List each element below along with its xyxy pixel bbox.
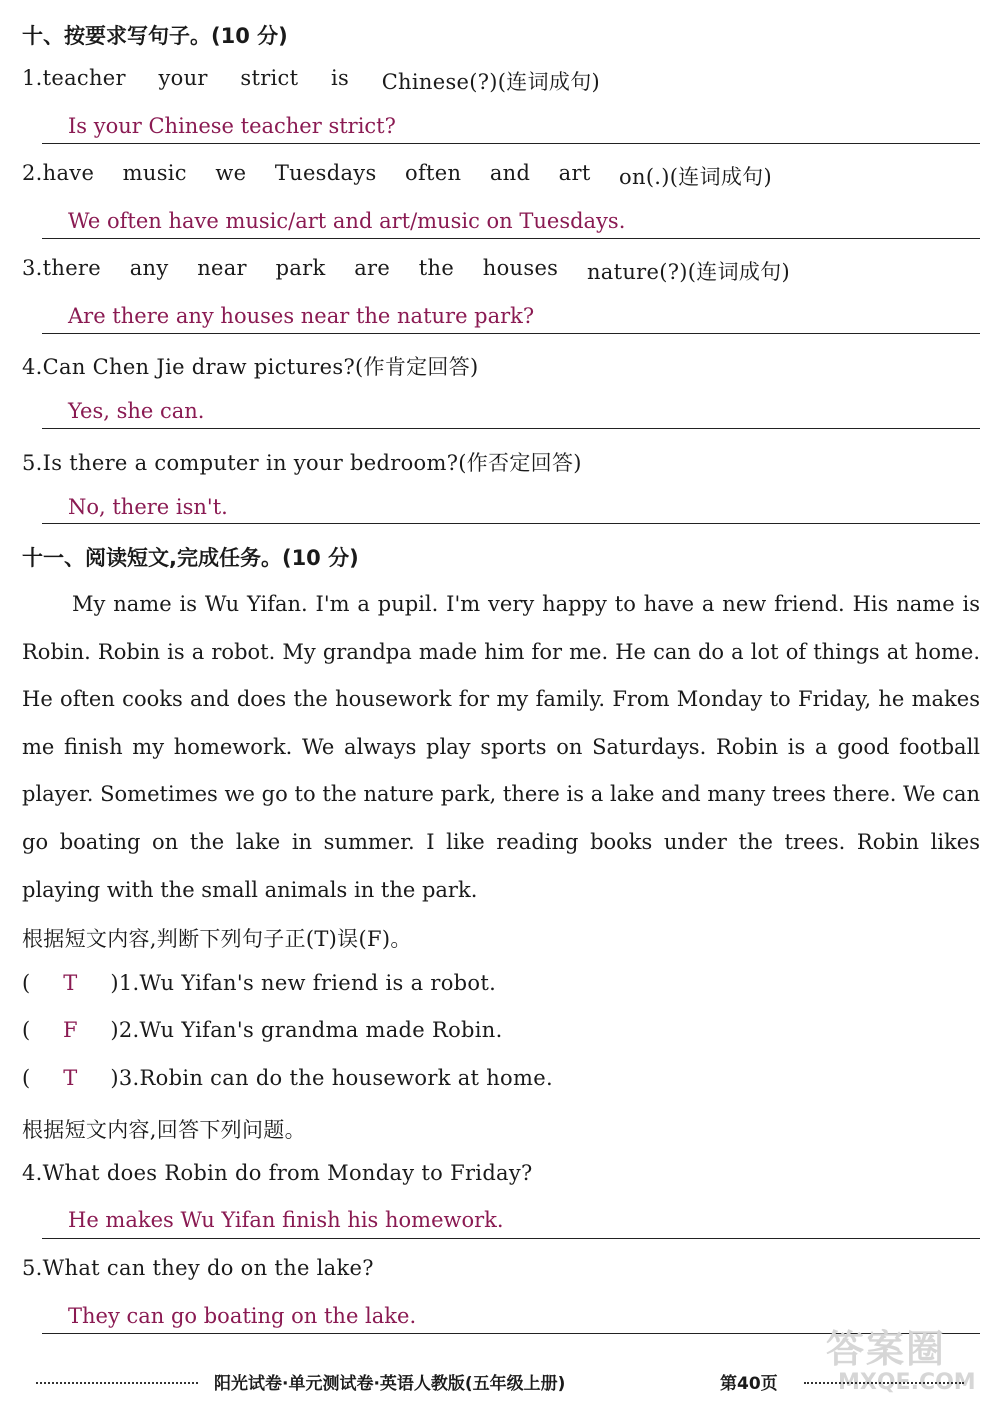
answer-line [42, 333, 980, 334]
qa-question-4: 4.What does Robin do from Monday to Friday? [22, 1161, 533, 1185]
answer-line [42, 1238, 980, 1239]
tf-instruction: 根据短文内容,判断下列句子正(T)误(F)。 [22, 927, 412, 951]
page-number: 第40页 [720, 1374, 778, 1394]
question-2 [22, 161, 772, 191]
word: nature(?)(连词成句) [586, 260, 790, 284]
word: strict [240, 66, 299, 90]
answer-5: No, there isn't. [68, 495, 228, 519]
qa-question-5: 5.What can they do on the lake? [22, 1256, 374, 1280]
passage-text: My name is Wu Yifan. I'm a pupil. I'm very happy to have a new friend. His name is Robin. Robin is a robot. My grandpa made him for me. He can do a lot of things at home. He often cooks and does the housework for my family. From Monday to Friday, he makes me finish my homework. We always play sports on Saturdays. Robin is a good football player. Sometimes we go to the nature park, there is a lake and many trees there. We can go boating on the lake in summer. I like reading books under the trees. Robin likes playing with the small animals in the park. [22, 592, 980, 902]
tf-item-1: ( T )1.Wu Yifan's new friend is a robot. [22, 971, 497, 995]
tf-item-3: ( T )3.Robin can do the housework at home. [22, 1066, 553, 1090]
answer-line [42, 523, 980, 524]
word: and [489, 161, 531, 185]
answer-2: We often have music/art and art/music on Tuesdays. [68, 209, 626, 233]
tf-item-2: ( F )2.Wu Yifan's grandma made Robin. [22, 1018, 503, 1042]
answer-4: Yes, she can. [68, 399, 205, 423]
word: is [330, 66, 350, 90]
answer-line [42, 238, 980, 239]
word: 1.teacher [22, 66, 126, 90]
question-4: 4.Can Chen Jie draw pictures?(作肯定回答) [22, 355, 479, 379]
tf-statement: )3.Robin can do the housework at home. [110, 1066, 553, 1090]
word: often [405, 161, 462, 185]
word: any [129, 256, 169, 280]
word: the [418, 256, 455, 280]
tf-answer: T [63, 971, 78, 995]
word: park [275, 256, 326, 280]
watermark-logo: 答案圈 [826, 1327, 947, 1371]
question-1 [22, 66, 600, 96]
word: houses [482, 256, 559, 280]
word: are [354, 256, 391, 280]
word: we [215, 161, 247, 185]
word: music [122, 161, 187, 185]
word: 3.there [22, 256, 101, 280]
question-3 [22, 256, 790, 286]
word: your [158, 66, 208, 90]
answer-1: Is your Chinese teacher strict? [68, 114, 396, 138]
tf-statement: )2.Wu Yifan's grandma made Robin. [110, 1018, 503, 1042]
qa-instruction: 根据短文内容,回答下列问题。 [22, 1118, 306, 1142]
section-10-heading: 十、按要求写句子。(10 分) [22, 24, 288, 48]
word: art [558, 161, 591, 185]
word: Chinese(?)(连词成句) [381, 70, 600, 94]
answer-line [42, 428, 980, 429]
answer-line [42, 143, 980, 144]
footer-dots-left [36, 1382, 198, 1384]
footer-dots-right [804, 1382, 964, 1384]
reading-passage [22, 581, 980, 914]
word: 2.have [22, 161, 95, 185]
watermark-url: MXQE.COM [838, 1370, 976, 1395]
qa-answer-5: They can go boating on the lake. [68, 1304, 417, 1328]
tf-answer: T [63, 1066, 78, 1090]
word: near [197, 256, 247, 280]
answer-3: Are there any houses near the nature park? [68, 304, 535, 328]
section-11-heading: 十一、阅读短文,完成任务。(10 分) [22, 546, 359, 570]
qa-answer-4: He makes Wu Yifan finish his homework. [68, 1208, 504, 1232]
footer-title: 阳光试卷·单元测试卷·英语人教版(五年级上册) [214, 1374, 566, 1394]
tf-statement: )1.Wu Yifan's new friend is a robot. [110, 971, 497, 995]
question-5: 5.Is there a computer in your bedroom?(作否定回答) [22, 451, 582, 475]
word: on(.)(连词成句) [619, 165, 772, 189]
tf-answer: F [63, 1018, 78, 1042]
word: Tuesdays [274, 161, 377, 185]
